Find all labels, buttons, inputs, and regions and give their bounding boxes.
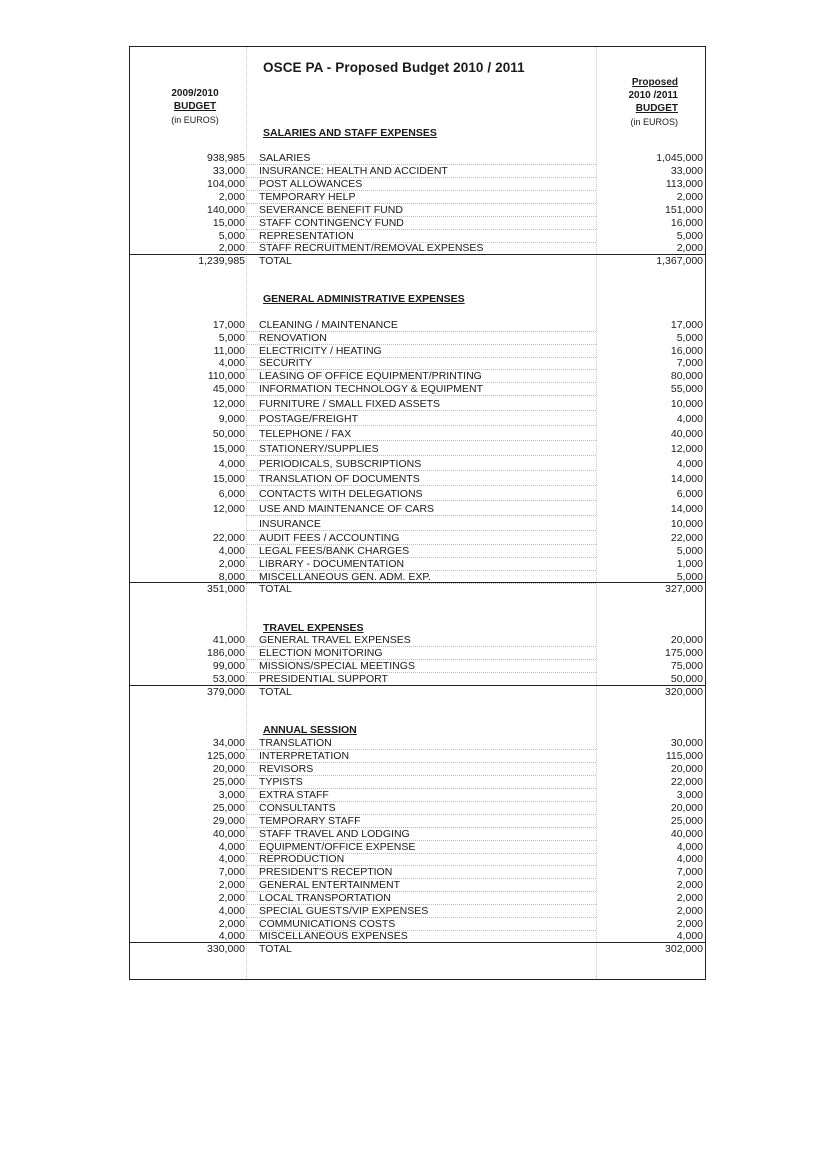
- budget-2009-value: 53,000: [212, 673, 245, 685]
- total-row: [140, 686, 705, 699]
- budget-2009-value: 4,000: [218, 841, 245, 853]
- budget-line-label: REPRODUCTION: [259, 853, 345, 865]
- budget-2009-value: 2,000: [218, 879, 245, 891]
- budget-line-label: CLEANING / MAINTENANCE: [259, 319, 398, 331]
- budget-2010-value: 2,000: [676, 905, 703, 917]
- budget-2009-value: 99,000: [212, 660, 245, 672]
- budget-line-label: STAFF RECRUITMENT/REMOVAL EXPENSES: [259, 242, 484, 254]
- budget-2009-value: 33,000: [212, 165, 245, 177]
- budget-2010-value: 5,000: [676, 230, 703, 242]
- budget-2010-value: 14,000: [670, 473, 703, 485]
- budget-2010-value: 1,045,000: [656, 152, 703, 164]
- budget-line-label: CONSULTANTS: [259, 802, 336, 814]
- budget-2010-value: 7,000: [676, 866, 703, 878]
- budget-line-label: MISCELLANEOUS EXPENSES: [259, 930, 408, 942]
- budget-2009-value: 50,000: [212, 428, 245, 440]
- budget-line-label: EQUIPMENT/OFFICE EXPENSE: [259, 841, 416, 853]
- budget-2010-value: 20,000: [670, 634, 703, 646]
- budget-2009-value: 4,000: [218, 930, 245, 942]
- budget-2009-value: 29,000: [212, 815, 245, 827]
- budget-2009-value: 186,000: [207, 647, 245, 659]
- budget-2009-value: 41,000: [212, 634, 245, 646]
- total-2010-value: 1,367,000: [656, 255, 703, 267]
- budget-2009-value: 125,000: [207, 750, 245, 762]
- budget-2009-value: 104,000: [207, 178, 245, 190]
- total-row: [140, 255, 705, 268]
- budget-2009-value: 2,000: [218, 892, 245, 904]
- header-right-year: 2010 /2011: [628, 90, 678, 101]
- row-guide: [246, 470, 596, 471]
- budget-2010-value: 5,000: [676, 332, 703, 344]
- budget-2009-value: 45,000: [212, 383, 245, 395]
- budget-2010-value: 40,000: [670, 828, 703, 840]
- budget-2009-value: 40,000: [212, 828, 245, 840]
- document-title: OSCE PA - Proposed Budget 2010 / 2011: [263, 60, 525, 75]
- budget-line-label: EXTRA STAFF: [259, 789, 329, 801]
- section-heading: TRAVEL EXPENSES: [263, 622, 364, 634]
- row-guide: [246, 455, 596, 456]
- budget-line-label: TYPISTS: [259, 776, 303, 788]
- budget-line-label: RENOVATION: [259, 332, 327, 344]
- budget-2009-value: 17,000: [212, 319, 245, 331]
- row-guide: [246, 515, 596, 516]
- budget-2010-value: 10,000: [670, 518, 703, 530]
- budget-2009-value: 4,000: [218, 905, 245, 917]
- budget-2009-value: 8,000: [218, 571, 245, 583]
- total-2009-value: 330,000: [207, 943, 245, 955]
- budget-line-label: USE AND MAINTENANCE OF CARS: [259, 503, 435, 515]
- budget-2009-value: 15,000: [212, 473, 245, 485]
- budget-line-label: LIBRARY - DOCUMENTATION: [259, 558, 405, 570]
- budget-2009-value: 15,000: [212, 443, 245, 455]
- budget-line-label: CONTACTS WITH DELEGATIONS: [259, 488, 423, 500]
- budget-2009-value: 9,000: [218, 413, 245, 425]
- budget-2010-value: 113,000: [665, 178, 703, 190]
- budget-2009-value: 25,000: [212, 802, 245, 814]
- budget-line-label: REVISORS: [259, 763, 314, 775]
- budget-line-label: LOCAL TRANSPORTATION: [259, 892, 391, 904]
- budget-2009-value: 4,000: [218, 458, 245, 470]
- budget-line-label: POST ALLOWANCES: [259, 178, 363, 190]
- budget-2010-value: 2,000: [676, 242, 703, 254]
- budget-2009-value: 25,000: [212, 776, 245, 788]
- budget-2010-value: 40,000: [670, 428, 703, 440]
- budget-line-label: MISSIONS/SPECIAL MEETINGS: [259, 660, 415, 672]
- budget-line-label: INSURANCE: HEALTH AND ACCIDENT: [259, 165, 448, 177]
- budget-line-label: SECURITY: [259, 357, 313, 369]
- budget-2010-value: 16,000: [670, 217, 703, 229]
- header-right-unit: (in EUROS): [630, 117, 678, 127]
- header-right-proposed: Proposed: [631, 77, 678, 88]
- budget-2009-value: 2,000: [218, 191, 245, 203]
- budget-2009-value: 5,000: [218, 332, 245, 344]
- budget-2009-value: 4,000: [218, 357, 245, 369]
- budget-line-label: PRESIDENT'S RECEPTION: [259, 866, 393, 878]
- budget-2009-value: 140,000: [207, 204, 245, 216]
- budget-2009-value: 2,000: [218, 558, 245, 570]
- budget-2010-value: 115,000: [665, 750, 703, 762]
- header-left-budget: BUDGET: [173, 101, 217, 112]
- budget-2009-value: 938,985: [207, 152, 245, 164]
- budget-2009-value: 6,000: [218, 488, 245, 500]
- budget-line-label: TRANSLATION: [259, 737, 332, 749]
- budget-2010-value: 14,000: [670, 503, 703, 515]
- budget-2009-value: 11,000: [213, 345, 245, 357]
- budget-line-label: TEMPORARY HELP: [259, 191, 356, 203]
- budget-2010-value: 55,000: [670, 383, 703, 395]
- budget-line-label: PERIODICALS, SUBSCRIPTIONS: [259, 458, 422, 470]
- budget-2010-value: 1,000: [676, 558, 703, 570]
- budget-line-label: TELEPHONE / FAX: [259, 428, 352, 440]
- budget-2009-value: 110,000: [207, 370, 245, 382]
- budget-2009-value: 5,000: [218, 230, 245, 242]
- total-2009-value: 379,000: [207, 686, 245, 698]
- total-label: TOTAL: [259, 943, 292, 955]
- budget-line-label: POSTAGE/FREIGHT: [259, 413, 358, 425]
- budget-2010-value: 151,000: [665, 204, 703, 216]
- budget-2010-value: 5,000: [676, 545, 703, 557]
- budget-line-label: STAFF TRAVEL AND LODGING: [259, 828, 410, 840]
- row-guide: [246, 440, 596, 441]
- section-heading: SALARIES AND STAFF EXPENSES: [263, 127, 437, 139]
- budget-line-label: INTERPRETATION: [259, 750, 350, 762]
- budget-2010-value: 2,000: [676, 892, 703, 904]
- budget-2010-value: 7,000: [676, 357, 703, 369]
- budget-2010-value: 175,000: [665, 647, 703, 659]
- budget-2010-value: 10,000: [670, 398, 703, 410]
- budget-2009-value: 4,000: [218, 545, 245, 557]
- budget-2009-value: 22,000: [212, 532, 245, 544]
- budget-2010-value: 25,000: [670, 815, 703, 827]
- section-heading: GENERAL ADMINISTRATIVE EXPENSES: [263, 293, 465, 305]
- row-guide: [246, 425, 596, 426]
- budget-2010-value: 33,000: [670, 165, 703, 177]
- budget-2010-value: 75,000: [670, 660, 703, 672]
- budget-2010-value: 3,000: [676, 789, 703, 801]
- budget-line-label: COMMUNICATIONS COSTS: [259, 918, 396, 930]
- budget-2009-value: 7,000: [218, 866, 245, 878]
- row-guide: [246, 500, 596, 501]
- total-2009-value: 351,000: [207, 583, 245, 595]
- total-2010-value: 302,000: [665, 943, 703, 955]
- budget-2009-value: 34,000: [212, 737, 245, 749]
- header-right-budget: BUDGET: [635, 103, 678, 114]
- budget-line-label: INSURANCE: [259, 518, 321, 530]
- budget-2009-value: 20,000: [212, 763, 245, 775]
- budget-line-label: INFORMATION TECHNOLOGY & EQUIPMENT: [259, 383, 484, 395]
- budget-2010-value: 80,000: [670, 370, 703, 382]
- budget-line-label: REPRESENTATION: [259, 230, 354, 242]
- budget-line-label: GENERAL ENTERTAINMENT: [259, 879, 400, 891]
- header-left-unit: (in EUROS): [171, 115, 219, 125]
- budget-2010-value: 2,000: [676, 879, 703, 891]
- budget-line-label: LEASING OF OFFICE EQUIPMENT/PRINTING: [259, 370, 482, 382]
- budget-line-label: STAFF CONTINGENCY FUND: [259, 217, 404, 229]
- budget-line-label: SALARIES: [259, 152, 311, 164]
- total-label: TOTAL: [259, 255, 292, 267]
- total-row: [140, 943, 705, 956]
- budget-line-label: TEMPORARY STAFF: [259, 815, 361, 827]
- budget-2010-value: 4,000: [676, 413, 703, 425]
- total-label: TOTAL: [259, 686, 292, 698]
- budget-line-label: FURNITURE / SMALL FIXED ASSETS: [259, 398, 441, 410]
- budget-2010-value: 22,000: [670, 532, 703, 544]
- budget-2010-value: 4,000: [676, 853, 703, 865]
- budget-line-label: TRANSLATION OF DOCUMENTS: [259, 473, 420, 485]
- budget-2009-value: 2,000: [218, 918, 245, 930]
- budget-2009-value: 12,000: [212, 503, 245, 515]
- budget-2010-value: 6,000: [676, 488, 703, 500]
- total-2009-value: 1,239,985: [198, 255, 245, 267]
- budget-line-label: GENERAL TRAVEL EXPENSES: [259, 634, 411, 646]
- budget-2009-value: 2,000: [218, 242, 245, 254]
- budget-line-label: PRESIDENTIAL SUPPORT: [259, 673, 388, 685]
- total-2010-value: 320,000: [665, 686, 703, 698]
- budget-2010-value: 5,000: [676, 571, 703, 583]
- header-left-year: 2009/2010: [171, 88, 219, 99]
- total-row: [140, 583, 705, 596]
- budget-2010-value: 4,000: [676, 930, 703, 942]
- budget-2009-value: 4,000: [218, 853, 245, 865]
- budget-2010-value: 4,000: [676, 841, 703, 853]
- row-guide: [246, 395, 596, 396]
- budget-2010-value: 22,000: [670, 776, 703, 788]
- total-2010-value: 327,000: [665, 583, 703, 595]
- budget-line-label: SPECIAL GUESTS/VIP EXPENSES: [259, 905, 429, 917]
- budget-line-label: LEGAL FEES/BANK CHARGES: [259, 545, 410, 557]
- budget-2010-value: 12,000: [670, 443, 703, 455]
- total-label: TOTAL: [259, 583, 292, 595]
- budget-line-label: STATIONERY/SUPPLIES: [259, 443, 379, 455]
- budget-2009-value: 15,000: [212, 217, 245, 229]
- row-guide: [246, 485, 596, 486]
- budget-2009-value: 3,000: [218, 789, 245, 801]
- budget-line-label: AUDIT FEES / ACCOUNTING: [259, 532, 400, 544]
- budget-2010-value: 30,000: [670, 737, 703, 749]
- budget-2010-value: 4,000: [676, 458, 703, 470]
- budget-line-label: SEVERANCE BENEFIT FUND: [259, 204, 403, 216]
- row-guide: [246, 410, 596, 411]
- budget-line-label: ELECTRICITY / HEATING: [259, 345, 382, 357]
- budget-2009-value: 12,000: [212, 398, 245, 410]
- budget-2010-value: 20,000: [670, 763, 703, 775]
- budget-2010-value: 2,000: [676, 191, 703, 203]
- budget-line-label: MISCELLANEOUS GEN. ADM. EXP.: [259, 571, 431, 583]
- row-guide: [246, 530, 596, 531]
- budget-2010-value: 17,000: [670, 319, 703, 331]
- budget-line-label: ELECTION MONITORING: [259, 647, 383, 659]
- budget-2010-value: 20,000: [670, 802, 703, 814]
- budget-2010-value: 16,000: [670, 345, 703, 357]
- section-heading: ANNUAL SESSION: [263, 724, 357, 736]
- budget-2010-value: 2,000: [676, 918, 703, 930]
- budget-2010-value: 50,000: [670, 673, 703, 685]
